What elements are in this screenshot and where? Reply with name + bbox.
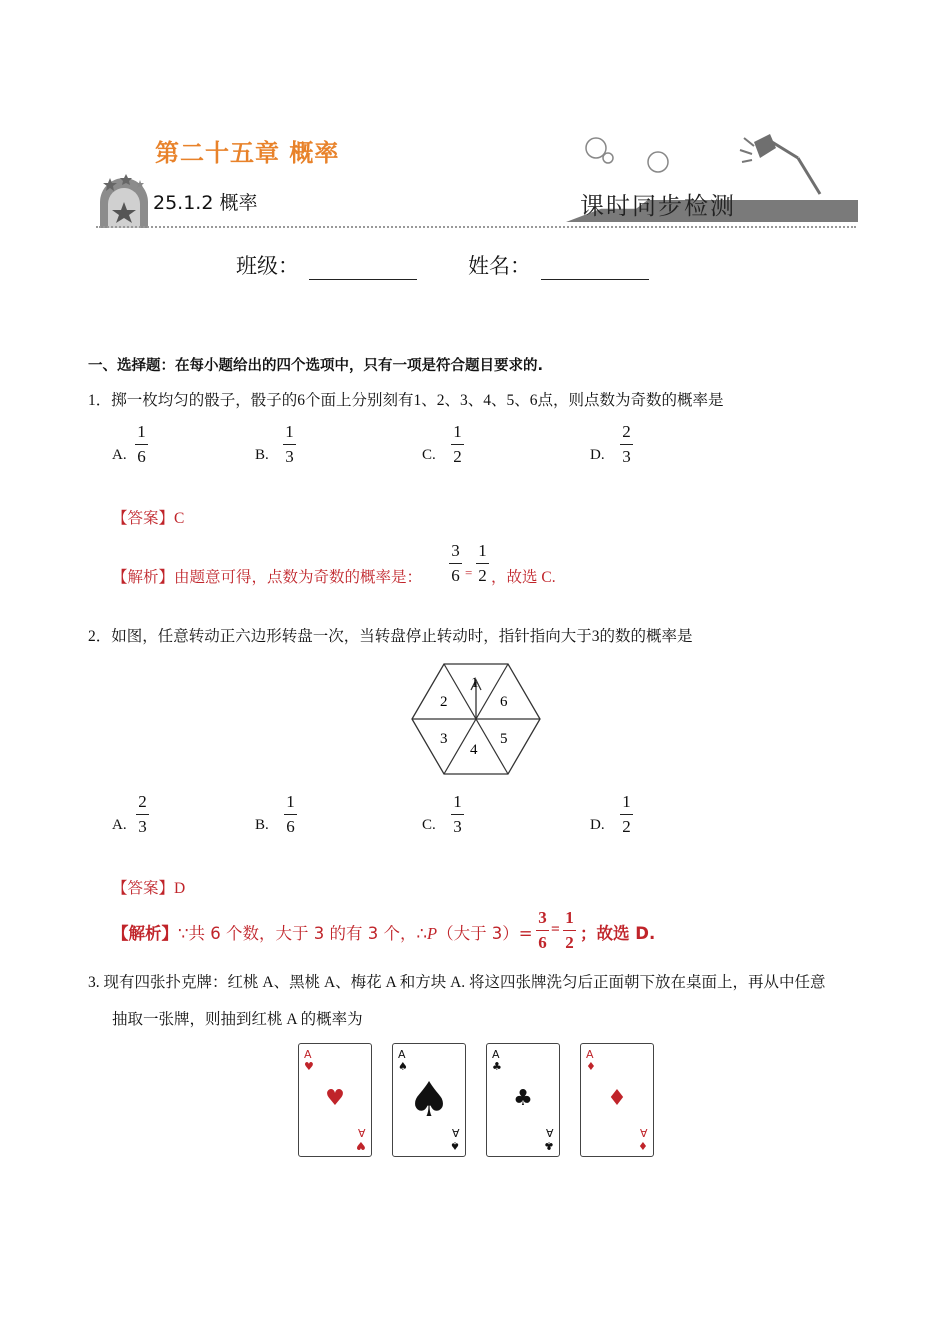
q1-analysis-f1-den: 6	[451, 566, 460, 585]
card-diamonds-ace	[580, 1043, 654, 1157]
card-hearts-corner-suit: ♥	[304, 1060, 314, 1073]
q1-option-c-label: C.	[422, 447, 436, 463]
q2-option-d-den: 2	[622, 817, 631, 836]
card-hearts-rank-bottom: A	[358, 1126, 366, 1139]
club-icon: ♣	[513, 1086, 533, 1111]
header-badge-icon	[96, 172, 152, 230]
q2-analysis-fraction-2	[563, 908, 576, 952]
q1-analysis-fraction-2	[476, 541, 489, 585]
heart-icon: ♥	[325, 1086, 345, 1111]
q2-analysis-eq: =	[551, 921, 560, 938]
q1-analysis-f1-num: 3	[451, 541, 460, 560]
hexagon-spinner	[408, 660, 544, 778]
q2-answer-tag: 【答案】	[112, 880, 175, 897]
spinner-label-2: 2	[440, 694, 448, 710]
q1-option-a-den: 6	[137, 447, 146, 466]
card-spades-rank-bottom: A	[452, 1126, 460, 1139]
section-title: 25.1.2 概率	[153, 192, 258, 214]
card-diamonds-rank: A	[586, 1048, 594, 1061]
q2-analysis-f1-den: 6	[538, 933, 547, 952]
spinner-label-6: 6	[500, 694, 508, 710]
chapter-title: 第二十五章 概率	[155, 139, 340, 167]
question-3-text-line-2: 抽取一张牌，则抽到红桃 A 的概率为	[112, 1011, 363, 1028]
card-clubs-corner-suit: ♣	[492, 1060, 502, 1073]
q1-option-c-fraction	[451, 422, 464, 466]
card-clubs-rank-bottom: A	[546, 1126, 554, 1139]
q1-analysis	[112, 565, 422, 587]
q2-analysis-f1-num: 3	[538, 908, 547, 927]
card-spades-ace	[392, 1043, 466, 1157]
q1-option-a-num: 1	[137, 422, 146, 441]
q1-analysis-eq: =	[465, 565, 473, 580]
card-diamonds-corner-suit: ♦	[586, 1060, 596, 1073]
q1-analysis-tag: 【解析】	[112, 569, 175, 586]
q1-analysis-f2-den: 2	[478, 566, 487, 585]
card-clubs-ace	[486, 1043, 560, 1157]
q1-analysis-text: 由题意可得，点数为奇数的概率是：	[174, 569, 423, 586]
q2-analysis-f2-num: 1	[565, 908, 574, 927]
q2-analysis-p-text: （大于 3）=	[437, 924, 533, 943]
q2-option-b-fraction	[284, 792, 297, 836]
name-field[interactable]	[468, 250, 649, 280]
q2-option-b-num: 1	[286, 792, 295, 811]
card-spades-rank: A	[398, 1048, 406, 1061]
q1-answer-tag: 【答案】	[112, 510, 175, 527]
spinner-label-1: 1	[471, 675, 479, 691]
q2-option-b-label: B.	[255, 817, 269, 833]
q2-option-c-fraction	[451, 792, 464, 836]
q1-answer	[112, 506, 184, 528]
q2-analysis-end: ；故选 D.	[580, 924, 656, 943]
q2-option-c-num: 1	[453, 792, 462, 811]
q2-option-a-num: 2	[138, 792, 147, 811]
card-hearts-corner-suit-bottom: ♥	[356, 1139, 366, 1152]
diamond-icon: ♦	[607, 1086, 627, 1111]
q1-analysis-fraction-1	[449, 541, 462, 585]
q2-analysis-fraction-1	[536, 908, 549, 952]
section-heading: 一、选择题：在每小题给出的四个选项中，只有一项是符合题目要求的.	[88, 358, 544, 374]
question-1-text: 1．掷一枚均匀的骰子，骰子的6个面上分别刻有1、2、3、4、5、6点，则点数为奇数的概率是	[88, 392, 724, 409]
spinner-label-3: 3	[440, 731, 448, 747]
q2-option-a-label: A.	[112, 817, 127, 833]
card-diamonds-corner-suit-bottom: ♦	[638, 1139, 648, 1152]
header-divider	[96, 226, 856, 228]
q1-option-c-num: 1	[453, 422, 462, 441]
card-clubs-corner-suit-bottom: ♣	[544, 1139, 554, 1152]
q2-analysis-f2-den: 2	[565, 933, 574, 952]
q1-option-a-label: A.	[112, 447, 127, 463]
q2-option-a-fraction	[136, 792, 149, 836]
q1-option-d-label: D.	[590, 447, 605, 463]
q2-answer-value: D	[174, 880, 186, 897]
q2-option-d-label: D.	[590, 817, 605, 833]
bubbles-icon	[582, 136, 672, 176]
question-3-text-line-1: 3. 现有四张扑克牌：红桃 A、黑桃 A、梅花 A 和方块 A. 将这四张牌洗匀后正面朝下放在桌面上，再从中任意	[88, 974, 826, 991]
q1-option-b-den: 3	[285, 447, 294, 466]
q1-option-b-num: 1	[285, 422, 294, 441]
question-2-text: 2．如图，任意转动正六边形转盘一次，当转盘停止转动时，指针指向大于3的数的概率是	[88, 628, 693, 645]
name-label: 姓名：	[468, 254, 531, 278]
class-label: 班级：	[236, 254, 299, 278]
q2-option-c-den: 3	[453, 817, 462, 836]
spinner-label-4: 4	[470, 742, 478, 758]
q2-option-b-den: 6	[286, 817, 295, 836]
q1-analysis-end: ，故选 C.	[491, 569, 556, 586]
q2-option-d-num: 1	[622, 792, 631, 811]
q1-analysis-f2-num: 1	[478, 541, 487, 560]
q2-option-d-fraction	[620, 792, 633, 836]
q1-option-c-den: 2	[453, 447, 462, 466]
card-spades-corner-suit-bottom: ♠	[450, 1139, 460, 1152]
q1-answer-value: C	[174, 510, 185, 527]
q2-option-c-label: C.	[422, 817, 436, 833]
q1-option-b-fraction	[283, 422, 296, 466]
class-input-line[interactable]	[309, 259, 417, 280]
q2-analysis-tag: 【解析】	[112, 924, 178, 943]
spinner-label-5: 5	[500, 731, 508, 747]
q1-option-a-fraction	[135, 422, 148, 466]
card-spades-corner-suit: ♠	[398, 1060, 408, 1073]
card-diamonds-rank-bottom: A	[640, 1126, 648, 1139]
q1-option-d-fraction	[620, 422, 633, 466]
spade-icon: ♠	[407, 1072, 451, 1128]
q1-option-b-label: B.	[255, 447, 269, 463]
name-input-line[interactable]	[541, 259, 649, 280]
class-field[interactable]	[236, 250, 417, 280]
q2-option-a-den: 3	[138, 817, 147, 836]
q1-option-d-den: 3	[622, 447, 631, 466]
q2-analysis-text: ∵共 6 个数，大于 3 的有 3 个，∴	[178, 924, 427, 943]
card-hearts-ace	[298, 1043, 372, 1157]
desk-lamp-icon	[736, 128, 826, 198]
q2-answer	[112, 876, 185, 898]
q2-analysis	[112, 920, 533, 944]
card-hearts-rank: A	[304, 1048, 312, 1061]
course-title: 课时同步检测	[580, 192, 736, 220]
q1-option-d-num: 2	[622, 422, 631, 441]
q2-analysis-p: P	[426, 924, 438, 943]
card-clubs-rank: A	[492, 1048, 500, 1061]
